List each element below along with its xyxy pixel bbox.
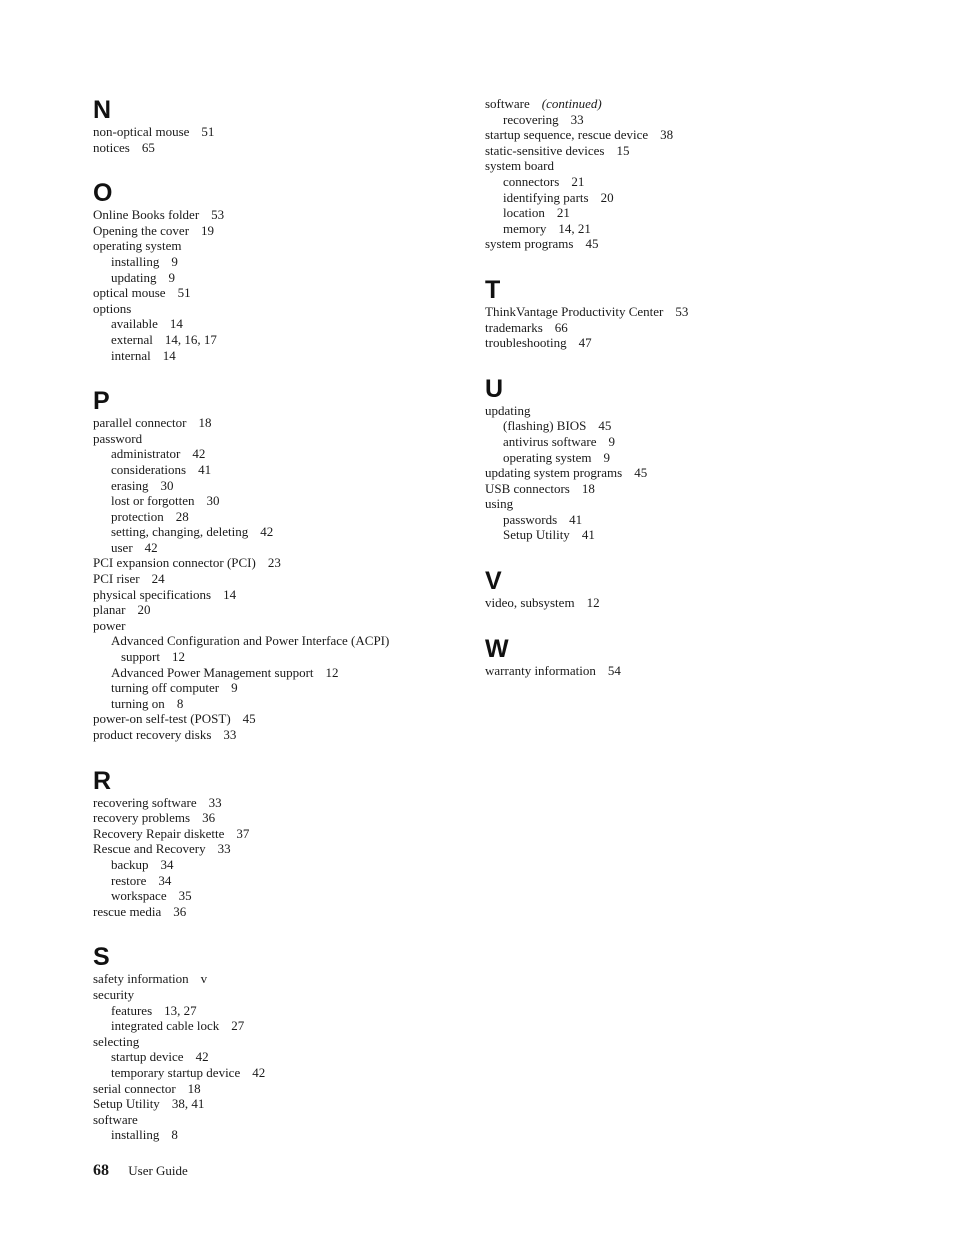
index-subentry xyxy=(93,446,453,462)
index-entry xyxy=(93,431,453,447)
page-reference: 33 xyxy=(223,727,237,742)
index-entry xyxy=(485,465,865,481)
index-term: turning off computer xyxy=(111,680,220,696)
index-term: features xyxy=(111,1002,153,1018)
index-entry xyxy=(93,415,453,431)
index-term: USB connectors xyxy=(485,480,570,496)
index-subentry xyxy=(93,524,453,540)
page-footer xyxy=(93,1161,188,1181)
index-term: setting, changing, deleting xyxy=(111,524,249,540)
index-term: serial connector xyxy=(93,1080,176,1096)
index-term: Opening the cover xyxy=(93,222,190,238)
page-reference: 41 xyxy=(569,511,583,527)
index-term: software xyxy=(93,1111,138,1127)
page-reference: 9 xyxy=(231,680,238,696)
section-letter: N xyxy=(93,96,112,124)
index-term: updating xyxy=(485,402,531,418)
index-section-o xyxy=(93,179,453,363)
page-reference: 66 xyxy=(554,319,568,335)
page-reference: 18 xyxy=(581,480,595,496)
page-reference: 21 xyxy=(571,173,585,189)
page-reference: 33 xyxy=(217,841,231,857)
index-subentry xyxy=(485,418,865,434)
index-entry xyxy=(485,158,865,174)
section-letter: P xyxy=(93,387,110,416)
page-reference: 51 xyxy=(201,124,215,139)
index-term: power xyxy=(93,617,126,633)
index-entry xyxy=(93,826,453,842)
index-subentry xyxy=(93,316,453,332)
index-subentry xyxy=(93,509,453,525)
index-subentry xyxy=(93,270,453,286)
section-letter: S xyxy=(93,943,110,972)
index-subentry xyxy=(93,332,453,348)
index-entry xyxy=(93,971,453,987)
index-term: Setup Utility xyxy=(503,527,570,543)
page-number: 68 xyxy=(93,1162,109,1179)
index-term: integrated cable lock xyxy=(111,1018,220,1034)
page-reference: 37 xyxy=(236,825,250,841)
page-reference: 53 xyxy=(211,207,225,223)
page-reference: 20 xyxy=(600,189,614,205)
index-entry xyxy=(93,904,453,920)
page-reference: 14, 16, 17 xyxy=(164,331,217,347)
index-term: selecting xyxy=(93,1033,140,1049)
index-entry xyxy=(485,320,865,336)
index-term: planar xyxy=(93,602,126,618)
index-term: backup xyxy=(111,856,149,872)
index-term: parallel connector xyxy=(93,415,187,431)
index-term: memory xyxy=(503,220,547,236)
page-reference: 47 xyxy=(578,335,592,351)
index-subentry xyxy=(485,450,865,466)
page-reference: 28 xyxy=(175,508,189,524)
index-entry xyxy=(93,223,453,239)
index-entry xyxy=(93,795,453,811)
index-section-r xyxy=(93,767,453,920)
page-reference: 9 xyxy=(608,433,616,449)
index-entry xyxy=(93,727,453,743)
index-subentry xyxy=(485,112,865,128)
index-entry xyxy=(93,987,453,1003)
index-entry xyxy=(93,810,453,826)
page-reference: 9 xyxy=(171,253,178,269)
index-subentry xyxy=(93,348,453,364)
page-reference: 30 xyxy=(206,493,220,509)
index-term: updating xyxy=(111,269,157,285)
index-term: antivirus software xyxy=(503,433,597,449)
index-subentry xyxy=(485,434,865,450)
index-term: troubleshooting xyxy=(485,335,567,351)
page-reference: 20 xyxy=(137,602,151,618)
index-term: updating system programs xyxy=(485,465,623,481)
index-column-left xyxy=(93,96,453,1143)
section-letter: O xyxy=(93,179,113,208)
index-subentry xyxy=(485,174,865,190)
continued-note: (continued) xyxy=(541,96,602,111)
index-term: identifying parts xyxy=(503,189,589,205)
page-reference: 42 xyxy=(195,1049,209,1065)
index-term: workspace xyxy=(111,888,167,904)
index-term: location xyxy=(503,205,545,221)
index-entry xyxy=(485,481,865,497)
index-term: warranty information xyxy=(485,662,596,678)
page-reference: 34 xyxy=(158,872,172,888)
index-subentry xyxy=(485,512,865,528)
index-term: restore xyxy=(111,872,147,888)
index-term: passwords xyxy=(503,511,558,527)
index-entry xyxy=(485,403,865,419)
index-section-n xyxy=(93,96,453,155)
index-term: options xyxy=(93,300,132,316)
index-term: installing xyxy=(111,1127,160,1143)
index-term: system programs xyxy=(485,236,574,252)
index-term: PCI expansion connector (PCI) xyxy=(93,555,256,571)
page-reference: 51 xyxy=(177,285,191,301)
index-subentry xyxy=(93,1127,453,1143)
index-term: video, subsystem xyxy=(485,595,575,611)
page-reference: 36 xyxy=(202,810,216,826)
index-term: Advanced Power Management support xyxy=(111,664,314,680)
index-entry xyxy=(93,618,453,634)
index-term: administrator xyxy=(111,446,181,462)
index-entry xyxy=(485,143,865,159)
index-term: Setup Utility xyxy=(93,1096,160,1112)
index-entry xyxy=(485,236,865,252)
page-reference: 12 xyxy=(586,595,600,611)
page-reference: 33 xyxy=(570,111,584,127)
index-subentry xyxy=(93,1065,453,1081)
index-term: recovering software xyxy=(93,794,197,810)
index-entry xyxy=(93,124,453,140)
index-subentry xyxy=(93,633,453,649)
page-reference: 14 xyxy=(223,586,237,602)
index-term: recovering xyxy=(503,111,559,127)
index-subentry xyxy=(93,254,453,270)
index-subentry xyxy=(93,649,453,665)
index-term: recovery problems xyxy=(93,810,191,826)
index-subentry xyxy=(93,478,453,494)
section-letter: T xyxy=(485,275,501,304)
index-term: connectors xyxy=(503,173,560,189)
index-term: static-sensitive devices xyxy=(485,142,605,158)
page-reference: 35 xyxy=(178,888,192,904)
index-term: Advanced Configuration and Power Interface (ACPI) xyxy=(111,633,390,649)
page-reference: 45 xyxy=(634,465,648,481)
page-reference: 42 xyxy=(252,1064,266,1080)
index-column-right xyxy=(485,96,865,678)
index-section-v xyxy=(485,567,865,611)
page-reference: 8 xyxy=(171,1127,178,1143)
page-reference: 27 xyxy=(231,1018,245,1034)
index-subentry xyxy=(93,665,453,681)
index-term: erasing xyxy=(111,477,149,493)
index-subentry xyxy=(93,873,453,889)
index-entry xyxy=(93,711,453,727)
index-subentry xyxy=(485,527,865,543)
index-term: installing xyxy=(111,253,160,269)
page-reference: 41 xyxy=(581,527,595,543)
index-entry xyxy=(93,1112,453,1128)
page-reference: 45 xyxy=(242,711,256,727)
page-reference: 21 xyxy=(556,205,570,221)
index-term: operating system xyxy=(93,238,182,254)
index-term: safety information xyxy=(93,971,189,987)
index-entry xyxy=(93,238,453,254)
page-reference: 38 xyxy=(660,127,674,143)
page-reference: 36 xyxy=(173,903,187,919)
index-term: available xyxy=(111,316,158,332)
section-letter: R xyxy=(93,766,112,795)
index-entry xyxy=(93,587,453,603)
index-term: support xyxy=(121,649,160,665)
page-reference: 41 xyxy=(198,461,212,477)
index-entry xyxy=(93,555,453,571)
index-entry xyxy=(485,663,865,679)
page-reference: 18 xyxy=(198,415,212,431)
index-term: Online Books folder xyxy=(93,207,200,223)
index-section-continued xyxy=(485,96,865,252)
page-reference: 54 xyxy=(607,662,621,678)
page-reference: 34 xyxy=(160,856,174,872)
index-term: product recovery disks xyxy=(93,727,212,742)
index-term: trademarks xyxy=(485,319,543,335)
index-section-u xyxy=(485,375,865,543)
index-subentry xyxy=(93,1018,453,1034)
index-term: startup sequence, rescue device xyxy=(485,127,649,143)
index-term: power-on self-test (POST) xyxy=(93,711,231,727)
index-term: startup device xyxy=(111,1049,184,1065)
page-reference: 12 xyxy=(172,649,185,665)
page-reference: 15 xyxy=(616,142,630,158)
index-section-t xyxy=(485,276,865,351)
index-subentry xyxy=(93,888,453,904)
page-reference: 38, 41 xyxy=(171,1096,205,1112)
page-reference: 18 xyxy=(187,1080,201,1096)
page-reference: v xyxy=(200,971,208,987)
index-term: user xyxy=(111,539,133,555)
page-reference: 42 xyxy=(144,539,158,555)
index-entry xyxy=(93,207,453,223)
section-letter: W xyxy=(485,634,509,663)
index-section-p xyxy=(93,387,453,742)
page-reference: 14 xyxy=(169,316,183,332)
index-entry xyxy=(93,140,453,156)
index-entry xyxy=(485,335,865,351)
index-term: software xyxy=(485,96,530,111)
section-letter: V xyxy=(485,567,502,596)
page-reference: 9 xyxy=(168,269,175,285)
page-reference: 65 xyxy=(141,139,155,155)
document-title: User Guide xyxy=(128,1163,188,1178)
index-term: rescue media xyxy=(93,903,162,919)
index-term: lost or forgotten xyxy=(111,493,195,509)
index-term: physical specifications xyxy=(93,586,212,602)
index-subentry xyxy=(485,190,865,206)
index-term: PCI riser xyxy=(93,571,140,587)
index-term: internal xyxy=(111,347,151,363)
page-reference: 14, 21 xyxy=(558,220,591,236)
index-term: security xyxy=(93,986,135,1002)
index-subentry xyxy=(93,493,453,509)
page-reference: 23 xyxy=(267,555,281,571)
index-entry xyxy=(93,301,453,317)
page-reference: 9 xyxy=(603,449,610,465)
page-reference: 12 xyxy=(325,664,339,680)
index-term: optical mouse xyxy=(93,285,166,301)
index-subentry xyxy=(93,540,453,556)
index-term: turning on xyxy=(111,695,165,711)
index-term: considerations xyxy=(111,461,187,477)
index-term: ThinkVantage Productivity Center xyxy=(485,303,664,319)
index-section-s xyxy=(93,943,453,1143)
index-term: notices xyxy=(93,139,130,155)
page-reference: 45 xyxy=(598,418,612,434)
index-term: operating system xyxy=(503,449,592,465)
index-entry-continued xyxy=(485,96,865,112)
index-entry xyxy=(485,496,865,512)
index-subentry xyxy=(93,696,453,712)
page-reference: 24 xyxy=(151,571,165,587)
index-entry xyxy=(485,304,865,320)
index-subentry xyxy=(93,680,453,696)
index-term: using xyxy=(485,496,514,512)
page-reference: 30 xyxy=(160,477,174,493)
index-subentry xyxy=(93,1003,453,1019)
index-entry xyxy=(93,1096,453,1112)
index-section-w xyxy=(485,635,865,679)
page-reference: 13, 27 xyxy=(164,1002,197,1018)
index-entry xyxy=(485,595,865,611)
index-term: temporary startup device xyxy=(111,1064,241,1080)
index-entry xyxy=(93,571,453,587)
index-term: Rescue and Recovery xyxy=(93,841,206,857)
page-reference: 33 xyxy=(208,794,222,810)
index-entry xyxy=(485,127,865,143)
index-term: password xyxy=(93,430,143,446)
page-reference: 14 xyxy=(162,347,176,363)
index-term: (flashing) BIOS xyxy=(503,418,587,434)
page-reference: 45 xyxy=(585,236,599,252)
index-subentry xyxy=(93,1049,453,1065)
index-term: Recovery Repair diskette xyxy=(93,825,225,841)
page-reference: 53 xyxy=(675,303,689,319)
index-term: external xyxy=(111,331,153,347)
section-letter: U xyxy=(485,374,504,403)
index-entry xyxy=(93,1081,453,1097)
page-reference: 42 xyxy=(260,524,274,540)
index-subentry xyxy=(485,205,865,221)
index-subentry xyxy=(93,857,453,873)
index-subentry xyxy=(485,221,865,237)
index-entry xyxy=(93,841,453,857)
index-term: protection xyxy=(111,508,164,524)
index-entry xyxy=(93,285,453,301)
index-subentry xyxy=(93,462,453,478)
page-reference: 8 xyxy=(176,695,184,711)
index-entry xyxy=(93,1034,453,1050)
index-term: system board xyxy=(485,158,554,174)
index-term: non-optical mouse xyxy=(93,124,190,139)
page-reference: 19 xyxy=(201,222,215,238)
page-reference: 42 xyxy=(192,446,206,462)
index-entry xyxy=(93,602,453,618)
